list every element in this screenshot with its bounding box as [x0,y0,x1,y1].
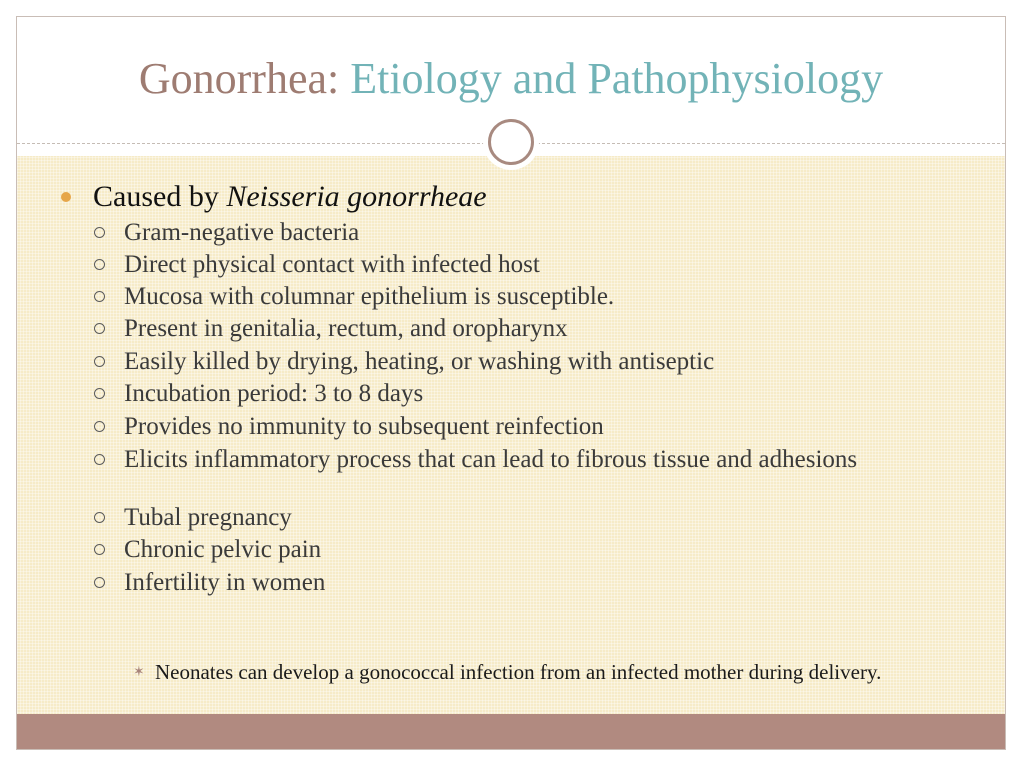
hollow-circle-icon [94,544,105,555]
double-ring-circle-icon [483,114,539,170]
hollow-circle-icon [94,323,105,334]
orange-dot-icon [61,192,71,202]
hollow-circle-icon [94,454,105,465]
hollow-circle-icon [94,291,105,302]
title-part-2: Etiology and Pathophysiology [350,54,884,103]
sub-bullet-text: Incubation period: 3 to 8 days [124,380,424,407]
sub-bullet [124,316,924,342]
third-level-text: Neonates can develop a gonococcal infection from an infected mother during delivery. [155,660,882,684]
sub-bullet [124,537,924,563]
sub-bullet [124,349,924,375]
slide-title [17,51,1005,107]
sub-bullet [124,447,924,473]
sub-bullet [124,505,924,531]
sub-bullet-text: Present in genitalia, rectum, and oropharynx [124,315,568,342]
third-level-bullet [133,660,935,684]
sub-bullet-text: Easily killed by drying, heating, or washing with antiseptic [124,348,715,375]
hollow-circle-icon [94,388,105,399]
slide [16,16,1006,750]
main-bullet-organism: Neisseria gonorrheae [226,180,487,213]
sub-bullet-text: Mucosa with columnar epithelium is susceptible. [124,283,615,310]
sub-bullet-text: Elicits inflammatory process that can lead to fibrous tissue and adhesions [124,446,858,473]
sub-bullet-text: Provides no immunity to subsequent reinfection [124,413,604,440]
sub-bullet-text: Direct physical contact with infected host [124,251,540,278]
sub-bullet-text: Infertility in women [124,569,326,596]
main-bullet-prefix: Caused by [93,180,219,213]
sub-bullet [124,220,924,246]
title-part-1: Gonorrhea: [138,54,340,103]
sub-bullet [124,252,924,278]
sub-bullet [124,381,924,407]
sub-bullet [124,284,924,310]
sub-bullet [124,570,924,596]
hollow-circle-icon [94,577,105,588]
main-bullet [93,179,487,215]
footer-band [17,714,1005,749]
sub-bullet-text: Chronic pelvic pain [124,536,322,563]
sub-bullet-text: Gram-negative bacteria [124,219,360,246]
hollow-circle-icon [94,259,105,270]
sub-bullet [124,414,924,440]
hollow-circle-icon [94,421,105,432]
hollow-circle-icon [94,356,105,367]
sub-bullet-text: Tubal pregnancy [124,504,292,531]
hollow-circle-icon [94,512,105,523]
hollow-circle-icon [94,227,105,238]
star-icon: ✶ [133,664,145,680]
